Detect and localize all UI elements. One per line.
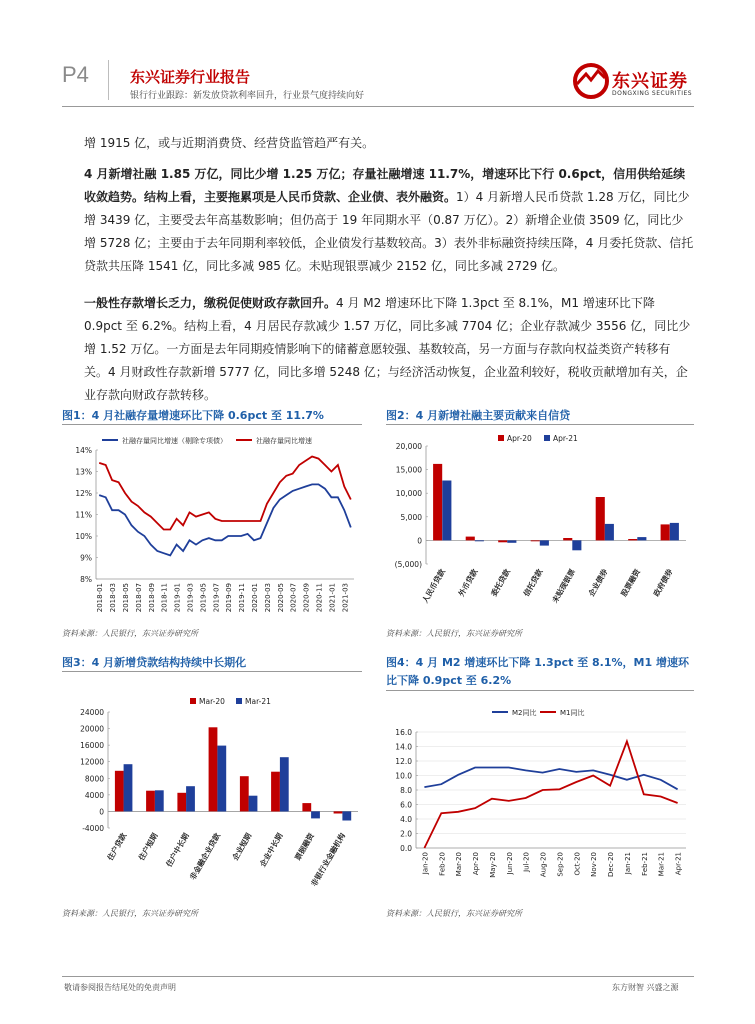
footer-disclaimer: 敬请参阅报告结尾处的免责声明 — [64, 983, 176, 992]
c2-category-label: 股票融资 — [619, 567, 642, 598]
c2-bar-0 — [498, 540, 507, 542]
c1-series-line-0 — [99, 484, 351, 555]
c1-legend-label-0: 社融存量同比增速（剔除专项债） — [122, 437, 227, 445]
c2-category-label: 政府债券 — [651, 567, 675, 598]
c1-x-tick: 2020-07 — [289, 583, 298, 613]
c4-x-tick: Apr-20 — [472, 852, 481, 876]
c1-y-tick: 13% — [75, 467, 92, 477]
c2-y-tick: (5,000) — [394, 560, 422, 569]
c1-y-tick: 11% — [75, 510, 92, 520]
c2-bar-0 — [466, 537, 475, 541]
c2-bar-0 — [433, 464, 442, 541]
c4-x-tick: Aug-20 — [539, 852, 548, 878]
c3-category-label: 非银行业金融机构 — [309, 831, 348, 888]
header-rule — [62, 106, 694, 107]
c2-category-label: 未贴现银票 — [550, 567, 577, 605]
c3-category-label: 住户中长期 — [164, 831, 191, 869]
figure-4-source: 资料来源：人民银行，东兴证券研究所 — [386, 909, 522, 918]
c4-y-tick: 0.0 — [400, 844, 412, 853]
c4-y-tick: 14.0 — [395, 742, 412, 752]
c3-y-tick: 8000 — [84, 774, 104, 784]
c1-y-tick: 10% — [75, 532, 92, 541]
c4-x-tick: Sep-20 — [556, 852, 565, 877]
c2-category-label: 信托贷款 — [521, 567, 545, 598]
c1-x-tick: 2019-09 — [225, 583, 234, 613]
c3-category-label: 住户贷款 — [105, 831, 129, 862]
c2-bar-1 — [442, 481, 451, 541]
paragraph-0-text: 增 1915 亿，或与近期消费贷、经营贷监管趋严有关。 — [84, 136, 375, 150]
c2-legend-swatch-0 — [498, 435, 504, 441]
paragraph-1-lead: 4 月新增社融 1.85 万亿，同比少增 1.25 万亿；存量社融增速 11.7%，增速环比下行 0.6pct，信用供给延续收敛趋势。结构上看，主要拖累项是人民币贷款、企业债、表外融资。 — [84, 167, 686, 204]
c3-legend-label-1: Mar-21 — [245, 697, 271, 706]
c2-bar-1 — [605, 524, 614, 541]
c2-bar-1 — [507, 540, 516, 542]
c3-bar-1 — [280, 757, 289, 811]
c1-x-tick: 2020-03 — [263, 583, 272, 613]
c3-y-tick: 24000 — [80, 708, 104, 717]
logo-text: 东兴证券 — [612, 71, 688, 92]
figure-4-rule — [386, 690, 694, 691]
c4-x-tick: Oct-20 — [573, 852, 582, 876]
c3-y-tick: 16000 — [80, 741, 104, 751]
chart-3-new-loan-structure — [62, 690, 362, 895]
c2-bar-0 — [661, 524, 670, 540]
c2-bar-1 — [475, 540, 484, 541]
c3-category-label: 非金融企业贷款 — [188, 831, 223, 882]
c4-x-tick: Nov-20 — [590, 852, 599, 877]
c3-bar-1 — [342, 811, 351, 820]
c3-bar-1 — [249, 796, 258, 812]
c4-x-tick: Mar-21 — [657, 852, 666, 877]
paragraph-2-text: 4 月 M2 增速环比下降 1.3pct 至 8.1%，M1 增速环比下降 0.9pct 至 6.2%。结构上看，4 月居民存款减少 1.57 万亿，同比多减 7704 亿；企业存款减少 3556 亿，同比少增 1.52 万亿。一方面是去年同期疫情影响下的储蓄意愿较强、基数较高，另一方面与存款向权益类资产转移有关。4 月财政性存款新增 5777 亿，同比多增 5248 亿；与经济活动恢复，企业盈利较好，税收贡献增加有关，企业存款向财政存款转移。 — [84, 296, 691, 402]
c4-legend-label-1: M1同比 — [560, 709, 585, 717]
c2-bar-0 — [596, 497, 605, 540]
c3-legend-label-0: Mar-20 — [199, 697, 225, 706]
c3-bar-0 — [334, 811, 343, 813]
c2-legend-label-0: Apr-20 — [507, 434, 532, 443]
logo-english: DONGXING SECURITIES — [612, 90, 693, 97]
c1-x-tick: 2019-01 — [173, 583, 182, 613]
c2-category-label: 人民币贷款 — [420, 567, 447, 605]
company-logo-icon — [572, 62, 610, 100]
c2-category-label: 委托贷款 — [489, 567, 512, 598]
footer-rule — [62, 976, 694, 977]
c4-x-tick: Mar-20 — [455, 852, 464, 877]
c3-bar-1 — [186, 786, 195, 811]
figure-2-title: 图2：4 月新增社融主要贡献来自信贷 — [386, 409, 571, 422]
c1-y-tick: 12% — [75, 489, 92, 498]
c1-x-tick: 2019-11 — [238, 583, 247, 613]
c4-y-tick: 2.0 — [400, 829, 412, 839]
c2-category-label: 企业债券 — [586, 567, 610, 598]
c3-category-label: 票据融资 — [293, 831, 316, 862]
c3-legend-swatch-0 — [190, 698, 196, 704]
c4-y-tick: 10.0 — [395, 771, 412, 781]
c1-legend-label-1: 社融存量同比增速 — [256, 437, 312, 445]
c2-bar-1 — [670, 523, 679, 541]
c1-x-tick: 2020-01 — [251, 583, 260, 613]
c1-x-tick: 2019-07 — [212, 583, 221, 613]
c1-x-tick: 2020-05 — [276, 583, 285, 613]
c1-x-tick: 2019-05 — [199, 583, 208, 613]
c4-x-tick: Feb-20 — [438, 852, 447, 876]
c3-category-label: 企业中长期 — [258, 831, 285, 869]
c2-y-tick: 20,000 — [395, 442, 422, 451]
c2-y-tick: 10,000 — [395, 489, 422, 499]
figure-2-source: 资料来源：人民银行，东兴证券研究所 — [386, 629, 522, 638]
c3-bar-0 — [146, 791, 155, 812]
figure-1-title: 图1：4 月社融存量增速环比下降 0.6pct 至 11.7% — [62, 409, 324, 422]
c4-x-tick: Jul-20 — [522, 852, 531, 872]
c1-x-tick: 2020-11 — [315, 583, 324, 613]
page-number: P4 — [62, 62, 89, 87]
c1-x-tick: 2018-05 — [122, 583, 131, 613]
c4-x-tick: Dec-20 — [607, 852, 616, 877]
c4-x-tick: Apr-21 — [674, 852, 683, 876]
c2-category-label: 外币贷款 — [456, 567, 480, 598]
c1-y-tick: 8% — [80, 575, 92, 584]
report-subtitle: 银行行业跟踪：新发放贷款利率回升，行业景气度持续向好 — [130, 91, 365, 101]
paragraph-1-text: 1）4 月新增人民币贷款 1.28 万亿，同比少增 3439 亿，主要受去年高基数影响；但仍高于 19 年同期水平（0.87 万亿）。2）新增企业债 3509 亿，同比少增 5728 亿；主要由于去年同期利率较低，企业债发行基数较高。3）表外非标融资持续压降，4 月委托贷款、信托贷款共压降 1541 亿，同比多减 985 亿。未贴现银票减少 2152 亿，同比多减 2729 亿。 — [84, 190, 694, 273]
c2-bar-1 — [572, 540, 581, 550]
c3-bar-0 — [177, 793, 186, 812]
figure-3-title: 图3：4 月新增贷款结构持续中长期化 — [62, 656, 247, 669]
c3-bar-1 — [217, 746, 226, 812]
c3-y-tick: 4000 — [84, 790, 104, 800]
c1-y-tick: 9% — [80, 553, 92, 563]
figure-3-source: 资料来源：人民银行，东兴证券研究所 — [62, 909, 198, 918]
c3-bar-0 — [302, 803, 311, 811]
c4-legend-label-0: M2同比 — [512, 709, 537, 717]
c4-y-tick: 16.0 — [395, 728, 412, 737]
figure-1-source: 资料来源：人民银行，东兴证券研究所 — [62, 629, 198, 638]
c4-y-tick: 6.0 — [400, 800, 412, 810]
c1-x-tick: 2021-01 — [328, 583, 337, 613]
c2-bar-1 — [637, 537, 646, 540]
c3-y-tick: 12000 — [80, 757, 104, 767]
c1-x-tick: 2018-01 — [96, 583, 105, 613]
chart-4-m1-m2-growth — [386, 698, 694, 898]
c4-x-tick: Feb-21 — [640, 852, 649, 876]
c2-bar-0 — [628, 539, 637, 540]
c2-bar-1 — [540, 540, 549, 545]
c3-bar-1 — [311, 811, 320, 818]
paragraph-1 — [84, 163, 694, 278]
footer-slogan: 东方财智 兴盛之源 — [612, 983, 679, 992]
c3-category-label: 住户短期 — [136, 831, 160, 862]
paragraph-2-lead: 一般性存款增长乏力，缴税促使财政存款回升。 — [84, 296, 337, 310]
c3-bar-1 — [124, 764, 133, 811]
c3-bar-0 — [115, 771, 124, 812]
figure-2-rule — [386, 424, 694, 425]
c3-bar-1 — [155, 790, 164, 811]
c3-bar-0 — [271, 772, 280, 812]
c4-x-tick: Jun-20 — [505, 852, 514, 875]
c2-legend-swatch-1 — [544, 435, 550, 441]
c2-y-tick: 15,000 — [395, 465, 422, 475]
c1-x-tick: 2018-11 — [160, 583, 169, 613]
c4-y-tick: 8.0 — [400, 786, 412, 795]
c2-legend-label-1: Apr-21 — [553, 434, 578, 443]
c3-category-label: 企业短期 — [230, 831, 254, 862]
paragraph-0 — [84, 132, 694, 155]
c2-bar-0 — [531, 540, 540, 541]
c2-y-tick: 5,000 — [400, 512, 422, 522]
c1-y-tick: 14% — [75, 446, 92, 455]
figure-3-rule — [62, 671, 362, 672]
c1-x-tick: 2020-09 — [302, 583, 311, 613]
c2-bar-0 — [563, 538, 572, 540]
c1-x-tick: 2018-03 — [109, 583, 118, 613]
c3-y-tick: 20000 — [80, 724, 104, 734]
header-divider — [108, 60, 109, 100]
chart-2-new-social-financing — [386, 428, 694, 623]
figure-4-title: 图4：4 月 M2 增速环比下降 1.3pct 至 8.1%，M1 增速环比下降 0.9pct 至 6.2% — [386, 656, 689, 687]
c4-series-line-1 — [424, 741, 677, 848]
c4-y-tick: 4.0 — [400, 815, 412, 824]
c1-x-tick: 2018-07 — [134, 583, 143, 613]
c3-bar-0 — [240, 776, 249, 811]
c3-y-tick: -4000 — [82, 824, 104, 833]
c3-y-tick: 0 — [99, 807, 104, 817]
c4-x-tick: Jan-20 — [421, 852, 430, 875]
c4-x-tick: May-20 — [488, 852, 497, 878]
c4-x-tick: Jan-21 — [623, 852, 632, 875]
c3-bar-0 — [209, 727, 218, 811]
c1-x-tick: 2019-03 — [186, 583, 195, 613]
report-title: 东兴证券行业报告 — [130, 68, 251, 86]
chart-1-social-financing-growth — [62, 428, 362, 623]
paragraph-2 — [84, 292, 694, 407]
c1-x-tick: 2021-03 — [341, 583, 350, 613]
c1-x-tick: 2018-09 — [147, 583, 156, 613]
c2-y-tick: 0 — [417, 536, 422, 546]
c1-series-line-1 — [99, 457, 351, 530]
c4-y-tick: 12.0 — [395, 757, 412, 766]
figure-1-rule — [62, 424, 362, 425]
c3-legend-swatch-1 — [236, 698, 242, 704]
